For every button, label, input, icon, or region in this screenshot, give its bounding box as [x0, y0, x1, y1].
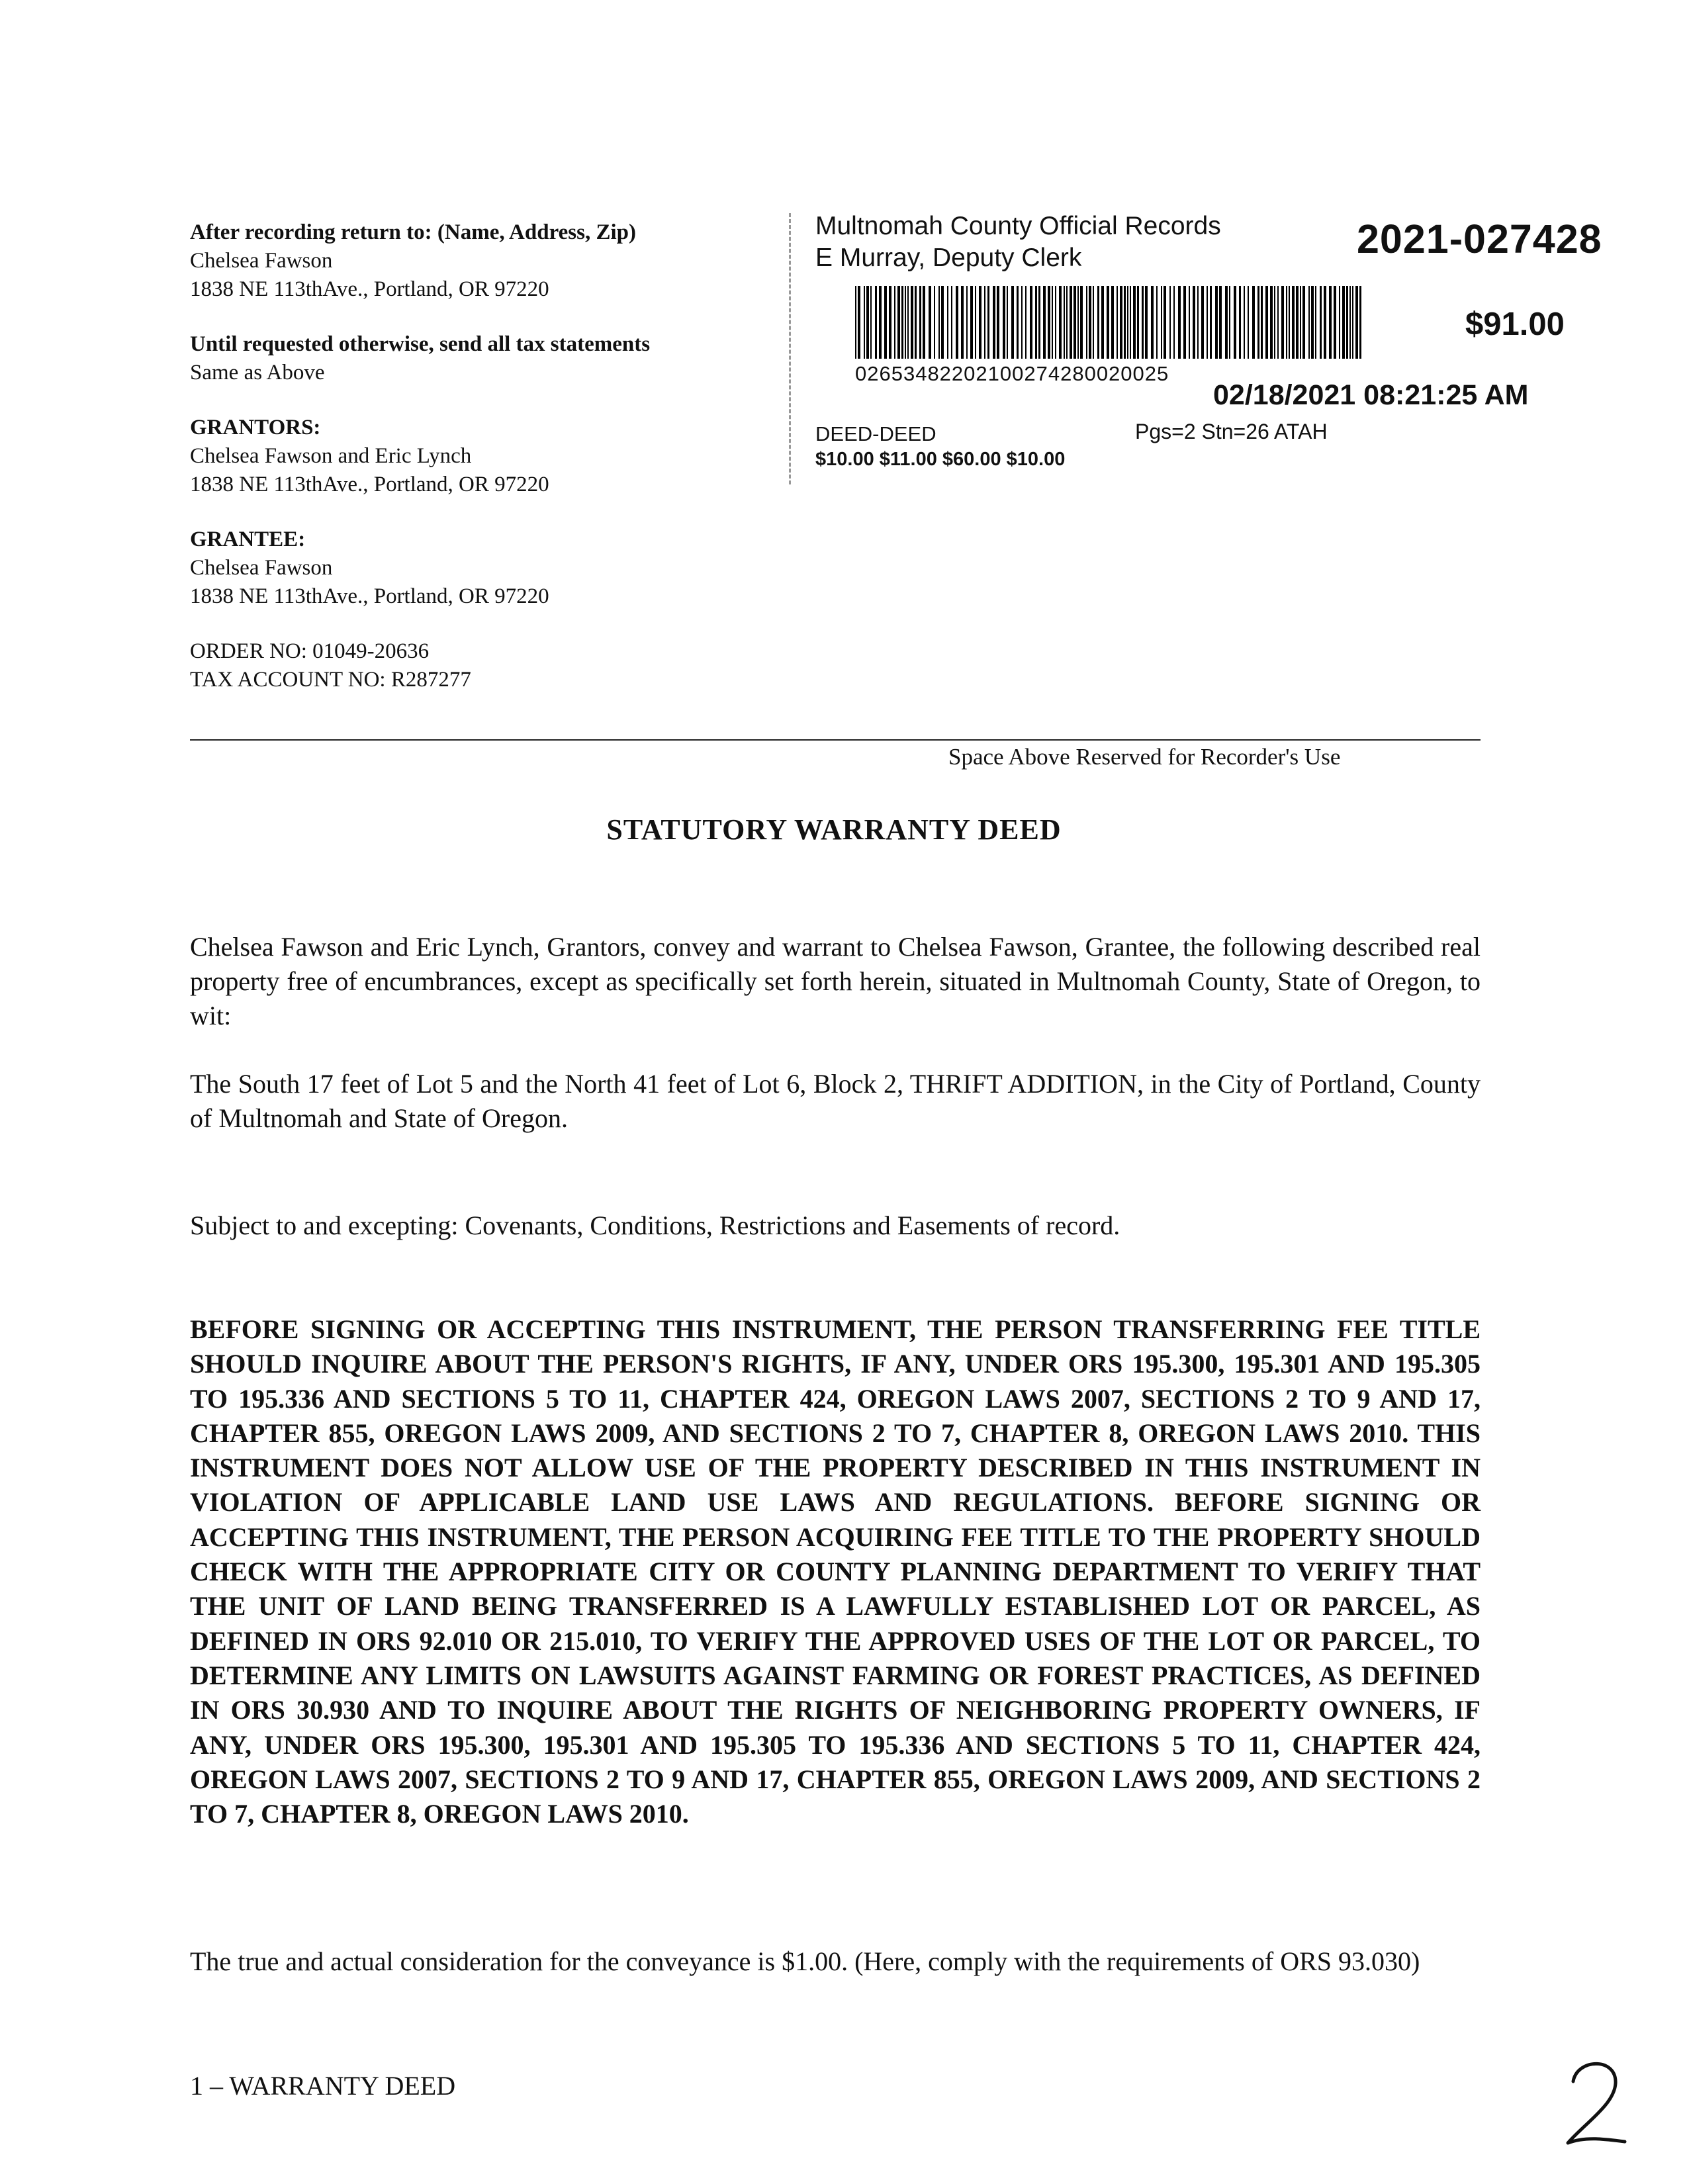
barcode-bar	[993, 286, 995, 359]
space-reserved-caption: Space Above Reserved for Recorder's Use	[948, 744, 1341, 770]
barcode-bar	[889, 286, 891, 359]
barcode-bar	[1215, 286, 1218, 359]
barcode-bar	[1151, 286, 1154, 359]
barcode-bar	[1197, 286, 1199, 359]
statutory-notice-paragraph: BEFORE SIGNING OR ACCEPTING THIS INSTRUMENT, THE PERSON TRANSFERRING FEE TITLE SHOULD INQUIRE ABOUT THE PERSON'S RIGHTS, IF ANY, UNDER ORS 195.300, 195.301 AND 195.305 TO 195.336 AND SECTIONS 5 TO 11, CHAPTER 424, OREGON LAWS 2007, SECTIONS 2 TO 9 AND 17, CHAPTER 855, OREGON LAWS 2009, AND SECTIONS 2 TO 7, CHAPTER 8, OREGON LAWS 2010. THIS INSTRUMENT DOES NOT ALLOW USE OF THE PROPERTY DESCRIBED IN THIS INSTRUMENT IN VIOLATION OF APPLICABLE LAND USE LAWS AND REGULATIONS. BEFORE SIGNING OR ACCEPTING THIS INSTRUMENT, THE PERSON ACQUIRING FEE TITLE TO THE PROPERTY SHOULD CHECK WITH THE APPROPRIATE CITY OR COUNTY PLANNING DEPARTMENT TO VERIFY THAT THE UNIT OF LAND BEING TRANSFERRED IS A LAWFULLY ESTABLISHED LOT OR PARCEL, AS DEFINED IN ORS 92.010 OR 215.010, TO VERIFY THE APPROVED USES OF THE LOT OR PARCEL, TO DETERMINE ANY LIMITS ON LAWSUITS AGAINST FARMING OR FOREST PRACTICES, AS DEFINED IN ORS 30.930 AND TO INQUIRE ABOUT THE RIGHTS OF NEIGHBORING PROPERTY OWNERS, IF ANY, UNDER ORS 195.300, 195.301 AND 195.305 TO 195.336 AND SECTIONS 5 TO 11, CHAPTER 424, OREGON LAWS 2007, SECTIONS 2 TO 9 AND 17, CHAPTER 855, OREGON LAWS 2009, AND SECTIONS 2 TO 7, CHAPTER 8, OREGON LAWS 2010.	[190, 1314, 1481, 1829]
barcode-bar	[1248, 286, 1249, 359]
return-label: After recording return to: (Name, Address, Zip)	[190, 220, 636, 244]
barcode-bar	[919, 286, 921, 359]
barcode-bar	[1346, 286, 1348, 359]
barcode-bar	[1311, 286, 1314, 359]
legal-description-paragraph: The South 17 feet of Lot 5 and the North 41 feet of Lot 6, Block 2, THRIFT ADDITION, in the City of Portland, County of Multnomah and State of Oregon.	[190, 1069, 1481, 1133]
barcode-bar	[1342, 286, 1345, 359]
grantee-name: Chelsea Fawson	[190, 556, 333, 580]
barcode-bar	[951, 286, 952, 359]
fee-breakdown: $10.00 $11.00 $60.00 $10.00	[815, 449, 1066, 470]
barcode-bar	[1308, 286, 1310, 359]
barcode-bar	[1296, 286, 1299, 359]
barcode-bar	[1229, 286, 1230, 359]
barcode-bar	[1274, 286, 1275, 359]
pages-station: Pgs=2 Stn=26 ATAH	[1135, 420, 1328, 443]
consideration-paragraph: The true and actual consideration for the conveyance is $1.00. (Here, comply with the requirements of ORS 93.030)	[190, 1946, 1420, 1976]
barcode-bar	[1201, 286, 1204, 359]
barcode-bar	[1234, 286, 1236, 359]
barcode-bar	[1059, 286, 1062, 359]
barcode-bar	[1302, 286, 1305, 359]
barcode-bar	[1030, 286, 1032, 359]
recording-fee-total: $91.00	[1465, 306, 1565, 342]
barcode-bar	[1097, 286, 1099, 359]
barcode-bar	[1011, 286, 1014, 359]
barcode-number: 02653482202100274280020025	[855, 362, 1169, 385]
barcode-bar	[1289, 286, 1290, 359]
barcode-bar	[1077, 286, 1079, 359]
recorder-clerk: E Murray, Deputy Clerk	[815, 244, 1082, 272]
barcode-bar	[947, 286, 948, 359]
barcode-bar	[1300, 286, 1301, 359]
recorder-office: Multnomah County Official Records	[815, 212, 1221, 240]
barcode-bar	[1080, 286, 1083, 359]
barcode-bar	[915, 286, 917, 359]
barcode-bar	[884, 286, 887, 359]
barcode-bar	[1320, 286, 1322, 359]
barcode-bar	[864, 286, 865, 359]
barcode-bar	[911, 286, 913, 359]
recorder-office-block	[815, 210, 1221, 274]
barcode-bar	[866, 286, 869, 359]
barcode-bar	[1038, 286, 1040, 359]
barcode-bar	[1142, 286, 1144, 359]
barcode-bar	[1035, 286, 1037, 359]
barcode-bar	[929, 286, 931, 359]
barcode-bar	[1120, 286, 1122, 359]
barcode-bar	[984, 286, 985, 359]
barcode-bar	[1089, 286, 1091, 359]
exceptions-paragraph: Subject to and excepting: Covenants, Conditions, Restrictions and Easements of record.	[190, 1210, 1120, 1240]
barcode-bar	[1117, 286, 1118, 359]
barcode-bar	[1130, 286, 1131, 359]
barcode-bar	[907, 286, 909, 359]
barcode-bar	[1225, 286, 1228, 359]
barcode-bar	[1111, 286, 1114, 359]
barcode-bar	[1107, 286, 1109, 359]
barcode-bar	[1207, 286, 1208, 359]
barcode-bar	[1086, 286, 1087, 359]
barcode-bar	[956, 286, 958, 359]
return-name: Chelsea Fawson	[190, 249, 333, 273]
barcode-bar	[894, 286, 895, 359]
tax-statement-label: Until requested otherwise, send all tax statements	[190, 332, 651, 356]
recorder-space-rule	[190, 739, 1481, 741]
document-number: 2021-027428	[1357, 216, 1602, 261]
tax-statement-value: Same as Above	[190, 361, 325, 385]
barcode-bar	[1257, 286, 1259, 359]
handwritten-page-number	[1559, 2052, 1631, 2151]
barcode-bar	[1252, 286, 1255, 359]
barcode-bar	[855, 286, 856, 359]
barcode-bar	[1244, 286, 1245, 359]
barcode-bar	[1178, 286, 1181, 359]
barcode-bar	[1169, 286, 1171, 359]
barcode-bar	[966, 286, 968, 359]
barcode-bar	[1349, 286, 1351, 359]
barcode-bar	[1189, 286, 1190, 359]
barcode-bar	[1070, 286, 1072, 359]
barcode-bar	[1156, 286, 1158, 359]
barcode-bar	[997, 286, 999, 359]
page-footer-label: 1 – WARRANTY DEED	[190, 2071, 456, 2101]
grantors-address: 1838 NE 113thAve., Portland, OR 97220	[190, 473, 549, 496]
barcode-bar	[1359, 286, 1361, 359]
return-address-block	[190, 218, 739, 694]
barcode-bar	[1193, 286, 1195, 359]
barcode-bar	[1324, 286, 1326, 359]
barcode-bar	[1339, 286, 1340, 359]
barcode-bar	[1355, 286, 1358, 359]
barcode-bar	[1173, 286, 1175, 359]
grantee-label: GRANTEE:	[190, 527, 306, 551]
barcode-bar	[1352, 286, 1353, 359]
barcode-bar	[1093, 286, 1094, 359]
document-title: STATUTORY WARRANTY DEED	[606, 813, 1062, 846]
barcode-bar	[1281, 286, 1284, 359]
barcode-bar	[1124, 286, 1126, 359]
conveyance-paragraph: Chelsea Fawson and Eric Lynch, Grantors, convey and warrant to Chelsea Fawson, Grantee, the following described real property free of encumbrances, except as specifically set forth herein, situated in Multnomah County, State of Oregon, to wit:	[190, 932, 1481, 1030]
barcode-bar	[970, 286, 973, 359]
barcode-bar	[941, 286, 944, 359]
barcode-bar	[979, 286, 981, 359]
barcode-bar	[1183, 286, 1186, 359]
barcode-bar	[1052, 286, 1053, 359]
barcode-bar	[1329, 286, 1332, 359]
barcode-bar	[1265, 286, 1268, 359]
barcode-bar	[1219, 286, 1222, 359]
barcode-bar	[1066, 286, 1068, 359]
barcode-bar	[1127, 286, 1128, 359]
barcode-bar	[879, 286, 882, 359]
barcode-bar	[1073, 286, 1076, 359]
barcode-bar	[1137, 286, 1139, 359]
barcode-bar	[897, 286, 900, 359]
barcode-bar	[987, 286, 989, 359]
barcode-bar	[1064, 286, 1065, 359]
barcode-bar	[1017, 286, 1019, 359]
barcode-bar	[1048, 286, 1050, 359]
barcode-bar	[901, 286, 903, 359]
barcode-bar	[1003, 286, 1005, 359]
barcode-bar	[905, 286, 906, 359]
recorded-datetime: 02/18/2021 08:21:25 AM	[1213, 379, 1529, 411]
barcode-bar	[875, 286, 877, 359]
barcode-bar	[1145, 286, 1148, 359]
barcode-bar	[1261, 286, 1263, 359]
barcode-bar	[1133, 286, 1136, 359]
barcode-bar	[1164, 286, 1166, 359]
barcode-bar	[1161, 286, 1162, 359]
grantors-label: GRANTORS:	[190, 416, 321, 439]
barcode-bar	[961, 286, 964, 359]
barcode-bar	[1292, 286, 1295, 359]
barcode-bar	[870, 286, 872, 359]
barcode-bar	[1021, 286, 1023, 359]
barcode-bar	[1270, 286, 1273, 359]
barcode-bar	[1055, 286, 1056, 359]
tax-account-number: TAX ACCOUNT NO: R287277	[190, 668, 471, 692]
barcode-bar	[1007, 286, 1008, 359]
barcode-bar	[858, 286, 860, 359]
barcode-bar	[934, 286, 935, 359]
barcode-bar	[1277, 286, 1279, 359]
order-number: ORDER NO: 01049-20636	[190, 639, 430, 663]
barcode-bar	[1286, 286, 1287, 359]
barcode-bar	[1025, 286, 1027, 359]
grantors-names: Chelsea Fawson and Eric Lynch	[190, 444, 472, 468]
barcode-bar	[1334, 286, 1336, 359]
barcode-bar	[975, 286, 976, 359]
barcode-bar	[938, 286, 940, 359]
barcode-bar	[923, 286, 925, 359]
barcode-bar	[1239, 286, 1241, 359]
barcode-image	[855, 286, 1366, 359]
document-type: DEED-DEED	[815, 422, 936, 445]
recorder-divider	[789, 213, 791, 484]
barcode-bar	[1043, 286, 1046, 359]
barcode-bar	[1101, 286, 1104, 359]
barcode-bar	[1315, 286, 1316, 359]
barcode-bar	[1210, 286, 1212, 359]
grantee-address: 1838 NE 113thAve., Portland, OR 97220	[190, 584, 549, 608]
return-address: 1838 NE 113thAve., Portland, OR 97220	[190, 277, 549, 301]
